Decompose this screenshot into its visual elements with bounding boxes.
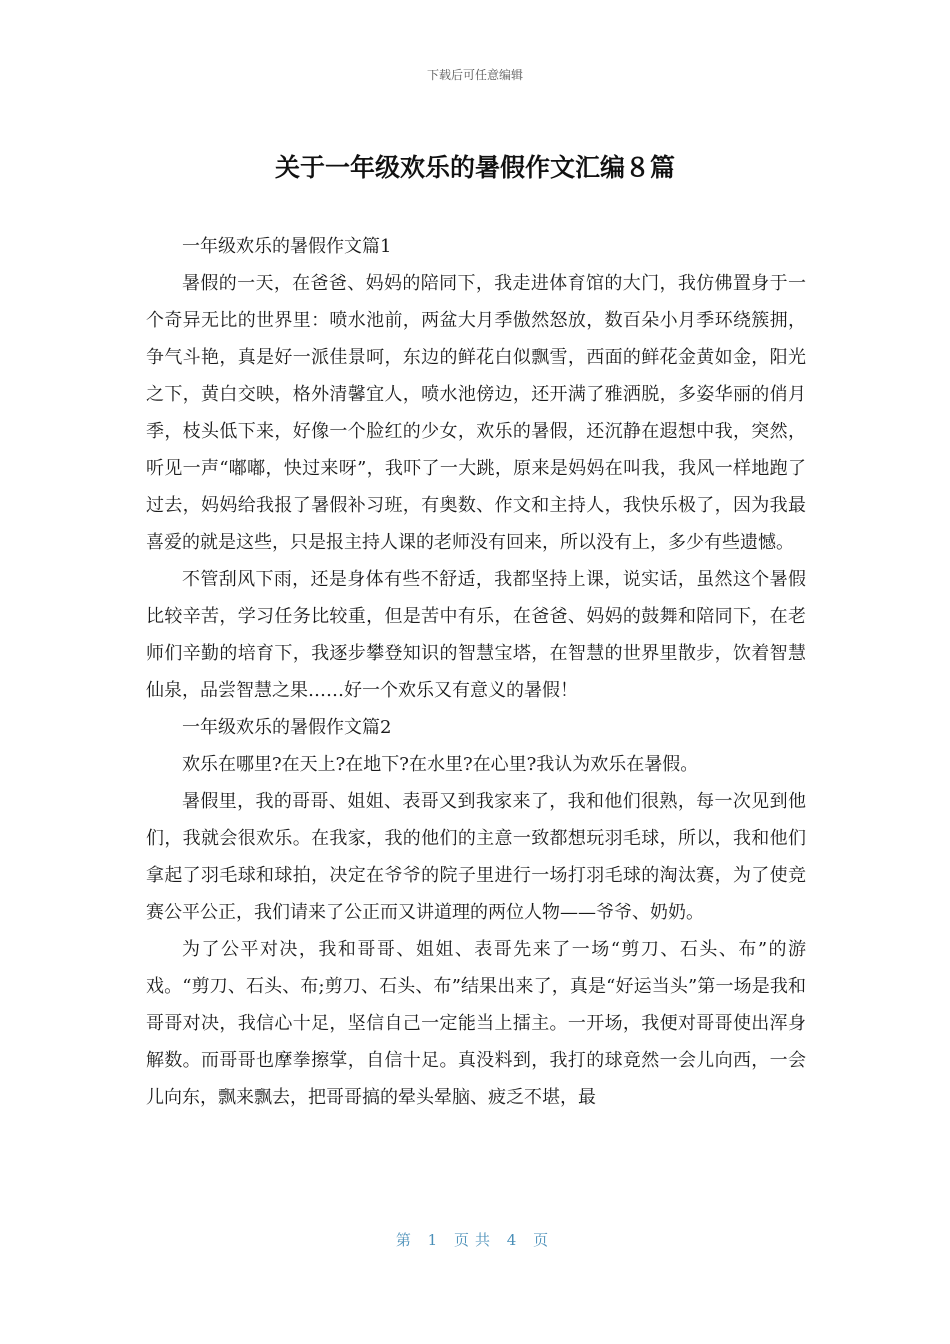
header-note: 下载后可任意编辑 [426, 68, 523, 82]
document-title: 关于一年级欢乐的暑假作文汇编８篇 [274, 153, 675, 182]
document-body [146, 228, 806, 1116]
section-heading: 一年级欢乐的暑假作文篇2 [182, 717, 392, 738]
paragraph: 暑假里，我的哥哥、姐姐、表哥又到我家来了，我和他们很熟，每一次见到他们，我就会很欢乐。在我家，我的他们的主意一致都想玩羽毛球，所以，我和他们拿起了羽毛球和球拍，决定在爷爷的院子里进行一场打羽毛球的淘汰赛，为了使竞赛公平公正，我们请来了公正而又讲道理的两位人物——爷爷、奶奶。 [146, 791, 806, 923]
page-footer: 第 1 页共 4 页 [395, 1231, 555, 1249]
paragraph: 暑假的一天，在爸爸、妈妈的陪同下，我走进体育馆的大门，我仿佛置身于一个奇异无比的世界里：喷水池前，两盆大月季傲然怒放，数百朵小月季环绕簇拥，争气斗艳，真是好一派佳景呵，东边的鲜花白似飘雪，西面的鲜花金黄如金，阳光之下，黄白交映，格外清馨宜人，喷水池傍边，还开满了雅洒脱，多姿华丽的俏月季，枝头低下来，好像一个脸红的少女，欢乐的暑假，还沉静在遐想中我，突然，听见一声“嘟嘟，快过来呀”，我吓了一大跳，原来是妈妈在叫我，我风一样地跑了过去，妈妈给我报了暑假补习班，有奥数、作文和主持人，我快乐极了，因为我最喜爱的就是这些，只是报主持人课的老师没有回来，所以没有上，多少有些遗憾。 [146, 273, 806, 553]
paragraph: 不管刮风下雨，还是身体有些不舒适，我都坚持上课，说实话，虽然这个暑假比较辛苦，学习任务比较重，但是苦中有乐，在爸爸、妈妈的鼓舞和陪同下，在老师们辛勤的培育下，我逐步攀登知识的智慧宝塔，在智慧的世界里散步，饮着智慧仙泉，品尝智慧之果……好一个欢乐又有意义的暑假！ [146, 569, 806, 701]
section-heading: 一年级欢乐的暑假作文篇1 [182, 236, 392, 257]
paragraph: 欢乐在哪里?在天上?在地下?在水里?在心里?我认为欢乐在暑假。 [182, 754, 699, 775]
paragraph: 为了公平对决，我和哥哥、姐姐、表哥先来了一场“剪刀、石头、布”的游戏。“剪刀、石头、布;剪刀、石头、布”结果出来了，真是“好运当头”第一场是我和哥哥对决，我信心十足，坚信自己一定能当上擂主。一开场，我便对哥哥使出浑身解数。而哥哥也摩拳擦掌，自信十足。真没料到，我打的球竟然一会儿向西，一会儿向东，飘来飘去，把哥哥搞的晕头晕脑、疲乏不堪，最 [146, 939, 806, 1108]
